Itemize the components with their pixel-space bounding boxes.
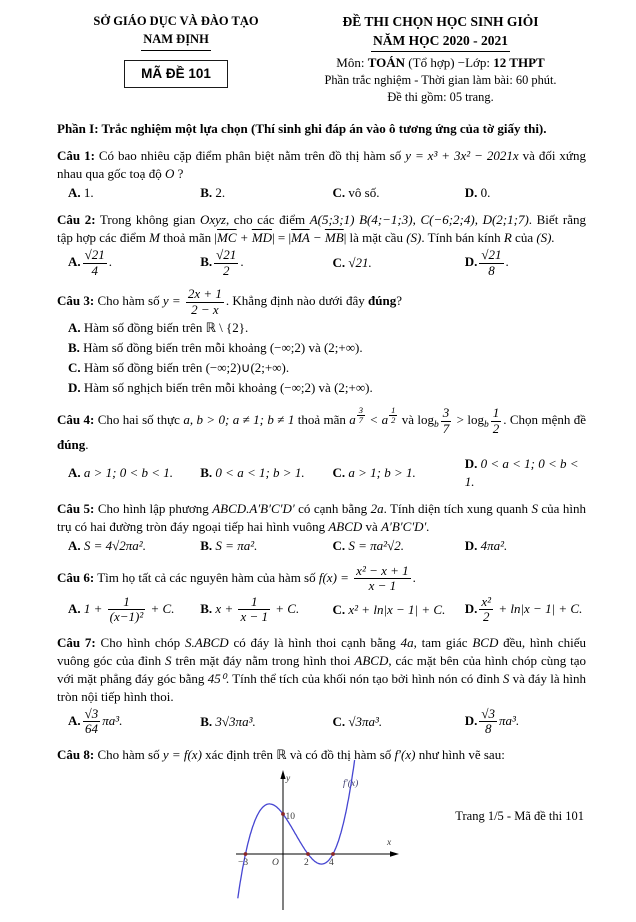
math-fragment: y = x³ + 3x² − 2021x <box>405 148 519 164</box>
text-fragment: của <box>511 230 537 246</box>
option-B <box>189 595 321 625</box>
text-fragment: . Chọn mệnh đề <box>503 412 586 427</box>
fraction <box>83 248 107 278</box>
denominator: 7 <box>442 420 450 436</box>
text-fragment: xác định trên ℝ và có đồ thị hàm số <box>201 746 395 762</box>
math-fragment: 3√3πa³. <box>212 713 256 729</box>
math-fragment: 0 < a < 1; b > 1. <box>212 464 305 480</box>
text-fragment: đều, hình chiếu vuông góc của đỉnh <box>57 634 586 668</box>
math-fragment: + C. <box>147 600 175 616</box>
option-D <box>454 248 586 278</box>
option-A <box>57 248 189 278</box>
questions <box>57 147 586 763</box>
text-fragment: ? <box>174 166 184 182</box>
text-fragment: | = | <box>272 230 292 246</box>
math-fragment: a > 1; 0 < b < 1. <box>80 464 174 480</box>
option-letter: C. <box>332 713 346 729</box>
y-axis-label: y <box>285 773 290 784</box>
text-fragment: . Biết rằng tập hợp các điểm <box>57 212 587 246</box>
vector-overline: $\overline{MC}$ <box>217 230 237 246</box>
option-C <box>322 254 454 272</box>
math-fragment: 45⁰ <box>207 670 226 686</box>
fraction <box>479 595 493 625</box>
numerator: √3 <box>84 705 99 721</box>
question-stem <box>57 211 586 247</box>
denominator: x − 1 <box>354 578 410 594</box>
question-label: Câu 2: <box>57 212 96 228</box>
denominator: 2 <box>214 263 238 279</box>
option-C <box>322 537 454 555</box>
math-fragment: + <box>236 230 252 246</box>
question-stem <box>57 500 586 536</box>
vector-overline: $\overline{MD}$ <box>251 230 273 246</box>
numerator: √3 <box>481 705 496 721</box>
option-D <box>57 379 586 397</box>
option-A <box>57 595 189 625</box>
math-fragment: a, b > 0; a ≠ 1; b ≠ 1 <box>183 412 295 427</box>
text-fragment: có cạnh bằng <box>294 500 371 516</box>
fraction <box>354 564 410 594</box>
option-letter: A. <box>68 185 81 201</box>
math-fragment: y = <box>162 293 184 309</box>
marked-point <box>331 852 335 856</box>
tick-2: 2 <box>303 857 309 868</box>
numerator: x² − x + 1 <box>356 562 409 578</box>
text-fragment: . <box>412 569 416 585</box>
math-fragment: BCD <box>472 634 499 650</box>
option-A <box>57 184 189 202</box>
math-fragment: πa³. <box>102 712 123 728</box>
fraction <box>441 406 452 436</box>
text-fragment: . Tính bán kính <box>421 230 504 246</box>
text-fragment: Hàm số đồng biến trên mỗi khoảng (−∞;2) và (2;+∞). <box>79 340 363 356</box>
header <box>57 13 586 106</box>
derivative-graph <box>233 767 411 917</box>
option-letter: D. <box>464 456 478 471</box>
bold-text: đúng <box>57 437 86 453</box>
option-D <box>454 537 586 555</box>
math-fragment: f′(x) <box>394 746 416 762</box>
option-letter: A. <box>68 712 81 728</box>
option-letter: B. <box>200 254 213 270</box>
option-letter: D. <box>68 380 81 396</box>
denominator: 7 <box>358 414 364 425</box>
math-fragment: M <box>149 230 160 246</box>
options <box>57 184 586 202</box>
fraction <box>479 707 497 737</box>
text-fragment: . <box>108 254 113 270</box>
option-B <box>189 184 321 202</box>
numerator: 3 <box>358 404 364 415</box>
option-B <box>57 339 586 357</box>
subject-prefix: Môn: <box>336 55 368 71</box>
tick-4: 4 <box>328 857 334 868</box>
option-A <box>57 707 189 737</box>
option-letter: B. <box>200 185 213 201</box>
denominator: 64 <box>83 721 101 737</box>
denominator: 2 <box>492 420 500 436</box>
denominator: 8 <box>479 721 497 737</box>
option-letter: A. <box>68 320 81 336</box>
text-fragment: Hàm số đồng biến trên (−∞;2)∪(2;+∞). <box>80 360 290 376</box>
question-1 <box>57 147 586 202</box>
math-fragment: (S) <box>406 230 422 246</box>
math-fragment: Oxyz <box>199 212 226 228</box>
math-fragment: (S). <box>536 230 555 246</box>
option-letter: A. <box>68 464 81 480</box>
question-stem <box>57 634 586 706</box>
math-fragment: f(x) = <box>318 569 353 585</box>
numerator: 1 <box>250 593 258 609</box>
fraction <box>108 595 146 625</box>
option-C <box>322 464 454 482</box>
subject-mid: (Tổ hợp) −Lớp: <box>405 55 494 71</box>
question-label: Câu 8: <box>57 746 95 762</box>
option-C <box>322 713 454 731</box>
option-A <box>57 464 189 482</box>
subscript: b <box>434 420 439 430</box>
text-fragment: và <box>398 412 418 427</box>
text-fragment: 2. <box>212 185 226 201</box>
text-fragment: . <box>240 254 244 270</box>
options <box>57 248 586 278</box>
math-fragment: x² + ln|x − 1| + C. <box>345 601 446 617</box>
option-letter: C. <box>332 464 346 480</box>
question-stem <box>57 287 586 317</box>
fraction <box>214 248 238 278</box>
math-fragment: ABCD <box>354 652 389 668</box>
math-fragment: √21. <box>345 255 372 271</box>
marked-point <box>281 812 285 816</box>
options <box>57 537 586 555</box>
math-fragment: O <box>164 166 175 182</box>
fraction <box>491 406 502 436</box>
question-stem <box>57 406 586 454</box>
math-fragment: ABCD <box>328 518 363 534</box>
option-D <box>454 184 586 202</box>
option-letter: C. <box>332 255 346 271</box>
fraction <box>83 707 101 737</box>
option-letter: B. <box>200 464 213 480</box>
math-fragment: + ln|x − 1| + C. <box>495 600 583 616</box>
denominator: 2 <box>479 609 493 625</box>
option-letter: D. <box>464 537 478 553</box>
question-stem <box>57 147 586 183</box>
math-fragment: + C. <box>272 600 300 616</box>
question-label: Câu 3: <box>57 293 95 309</box>
math-fragment: S <box>502 670 510 686</box>
question-2 <box>57 211 586 278</box>
y-axis-arrow-icon <box>280 770 285 779</box>
math-fragment: A(5;3;1) B(4;−1;3), C(−6;2;4), D(2;1;7) <box>309 212 529 228</box>
option-D <box>454 707 586 737</box>
fraction <box>389 406 397 425</box>
option-letter: A. <box>68 254 81 270</box>
text-fragment: , cho các điểm <box>225 212 310 228</box>
part1-heading: Phần I: Trắc nghiệm một lựa chọn (Thí sinh ghi đáp án vào ô tương ứng của tờ giấy thi). <box>57 121 547 137</box>
question-label: Câu 1: <box>57 148 95 164</box>
header-left <box>57 13 295 106</box>
option-B <box>189 713 321 731</box>
options <box>57 707 586 737</box>
math-fragment: x + <box>212 600 237 616</box>
text-fragment: Trong không gian <box>95 212 200 228</box>
question-7 <box>57 634 586 737</box>
text-fragment: | <box>214 230 218 246</box>
numerator: 1 <box>391 404 396 415</box>
denominator: (x−1)² <box>109 609 144 625</box>
x-axis-label: x <box>386 837 391 848</box>
text-fragment: Cho hàm số <box>94 293 163 309</box>
vector-overline: $\overline{MB}$ <box>324 230 344 246</box>
option-letter: C. <box>68 360 81 376</box>
question-stem <box>57 564 586 594</box>
marked-point <box>243 852 247 856</box>
question-6 <box>57 564 586 625</box>
text-fragment: . Tính diện tích xung quanh <box>383 500 532 516</box>
math-fragment: S = πa². <box>212 537 258 553</box>
option-C <box>322 601 454 619</box>
math-fragment: R <box>503 230 512 246</box>
question-stem <box>57 746 586 764</box>
option-letter: A. <box>68 537 81 553</box>
subject-line <box>295 54 586 72</box>
text-fragment: Hàm số đồng biến trên ℝ \ {2}. <box>80 320 249 336</box>
denominator: 2 − x <box>186 302 224 318</box>
math-fragment: S <box>531 500 538 516</box>
option-B <box>189 464 321 482</box>
school-year: NĂM HỌC 2020 - 2021 <box>371 32 510 53</box>
math-fragment: S = 4√2πa². <box>80 537 146 553</box>
grade-label: 12 THPT <box>493 55 545 71</box>
fraction <box>357 406 365 425</box>
math-fragment: 2a <box>370 500 384 516</box>
math-fragment: S.ABCD <box>184 634 229 650</box>
option-letter: D. <box>464 185 478 201</box>
text-fragment: trên mặt đáy nằm trong hình thoi <box>171 652 355 668</box>
bold-text: đúng <box>368 293 397 309</box>
text-fragment: log <box>417 412 435 427</box>
text-fragment: . <box>85 437 89 453</box>
question-label: Câu 5: <box>57 500 95 516</box>
text-fragment: vô số. <box>345 185 380 201</box>
province-name: NAM ĐỊNH <box>141 31 211 50</box>
fraction <box>479 248 503 278</box>
math-fragment: a > 1; b > 1. <box>345 464 416 480</box>
text-fragment: có đáy là hình thoi cạnh bằng <box>228 634 401 650</box>
numerator: 1 <box>492 404 500 420</box>
question-3 <box>57 287 586 397</box>
denominator: 4 <box>83 263 107 279</box>
derivative-graph-figure <box>57 767 586 922</box>
curve-label: f′(x) <box>342 778 358 789</box>
math-fragment: S <box>165 652 172 668</box>
f-prime-curve <box>237 760 354 898</box>
option-D <box>454 455 586 491</box>
text-fragment: thoả mãn <box>294 412 350 427</box>
question-5 <box>57 500 586 555</box>
math-fragment: 1 + <box>80 600 106 616</box>
option-letter: A. <box>68 600 81 616</box>
math-fragment: √3πa³. <box>345 713 383 729</box>
marked-point <box>306 852 310 856</box>
text-fragment: và đáy là hình tròn nội tiếp hình thoi. <box>57 670 586 704</box>
options <box>57 455 586 491</box>
question-label: Câu 6: <box>57 569 95 585</box>
text-fragment: và <box>362 518 382 534</box>
option-A <box>57 537 189 555</box>
fraction <box>238 595 270 625</box>
text-fragment: Có bao nhiêu cặp điểm phân biệt nằm trên đồ thị hàm số <box>94 148 406 164</box>
math-fragment: 4a <box>400 634 414 650</box>
text-fragment: Cho hình lập phương <box>94 500 213 516</box>
option-letter: B. <box>200 713 213 729</box>
math-fragment: 0 < a < 1; 0 < b < 1. <box>464 456 579 489</box>
vector-overline: $\overline{MA}$ <box>291 230 310 246</box>
option-letter: D. <box>464 254 478 270</box>
option-B <box>189 248 321 278</box>
text-fragment: , tam giác <box>413 634 473 650</box>
option-letter: D. <box>464 712 478 728</box>
origin-label: O <box>271 857 279 868</box>
math-fragment: πa³. <box>499 712 520 728</box>
option-D <box>454 595 586 625</box>
option-C <box>57 359 586 377</box>
text-fragment: và đối xứng nhau qua gốc toạ độ <box>57 148 586 182</box>
numerator: 2x + 1 <box>187 286 222 302</box>
options <box>57 595 586 625</box>
text-fragment: ? <box>396 293 402 309</box>
text-fragment: . Khẳng định nào dưới đây <box>225 293 369 309</box>
option-A <box>57 319 586 337</box>
math-fragment: A′B′C′D′. <box>381 518 430 534</box>
math-fragment: a <box>349 412 356 427</box>
denominator: 8 <box>479 263 503 279</box>
math-fragment: S = πa²√2. <box>345 537 404 553</box>
subscript: b <box>484 420 489 430</box>
tick-10: 10 <box>285 811 295 822</box>
numerator: 3 <box>442 404 450 420</box>
option-B <box>189 537 321 555</box>
text-fragment: > log <box>453 412 484 427</box>
option-letter: C. <box>332 185 346 201</box>
text-fragment: 0. <box>477 185 491 201</box>
numerator: √21 <box>481 247 502 263</box>
denominator: 2 <box>391 414 396 425</box>
denominator: x − 1 <box>240 609 269 625</box>
numerator: x² <box>481 593 492 609</box>
math-fragment: 4πa². <box>477 537 508 553</box>
text-fragment: như hình vẽ sau: <box>415 746 505 762</box>
option-letter: C. <box>332 537 346 553</box>
tick-neg3: −3 <box>237 857 248 868</box>
question-8 <box>57 746 586 764</box>
math-fragment: y = f(x) <box>162 746 202 762</box>
option-letter: B. <box>68 340 80 356</box>
header-right <box>295 13 586 106</box>
question-label: Câu 7: <box>57 634 96 650</box>
exam-title: ĐỀ THI CHỌN HỌC SINH GIỎI <box>342 14 539 29</box>
text-fragment: . Tính thể tích của khối nón tạo bởi hình nón có đỉnh <box>225 670 503 686</box>
department-name: SỞ GIÁO DỤC VÀ ĐÀO TẠO <box>93 14 259 28</box>
numerator: √21 <box>216 247 237 263</box>
option-letter: C. <box>332 601 346 617</box>
text-fragment: Cho hình chóp <box>95 634 185 650</box>
option-letter: B. <box>200 537 213 553</box>
option-C <box>322 184 454 202</box>
text-fragment: | là mặt cầu <box>343 230 407 246</box>
question-label: Câu 4: <box>57 412 95 427</box>
numerator: √21 <box>84 247 105 263</box>
x-axis-arrow-icon <box>390 851 399 857</box>
duration-line: Phần trắc nghiệm - Thời gian làm bài: 60 phút. <box>324 73 557 88</box>
exam-code-box: MÃ ĐỀ 101 <box>124 60 228 89</box>
option-letter: D. <box>464 600 478 616</box>
numerator: 1 <box>123 593 130 609</box>
option-letter: B. <box>200 600 213 616</box>
fraction <box>186 287 224 317</box>
text-fragment: Cho hàm số <box>94 746 163 762</box>
text-fragment: 1. <box>80 185 94 201</box>
math-fragment: < a <box>366 412 389 427</box>
math-fragment: ABCD.A′B′C′D′ <box>212 500 295 516</box>
question-4 <box>57 406 586 491</box>
text-fragment: thoả mãn <box>159 230 215 246</box>
options <box>57 319 586 397</box>
text-fragment: của hình trụ có hai đường tròn đáy ngoại tiếp hai hình vuông <box>57 500 586 534</box>
page-footer: Trang 1/5 - Mã đề thi 101 <box>455 808 584 823</box>
subject-name: TOÁN <box>367 55 406 71</box>
pages-line: Đề thi gồm: 05 trang. <box>387 90 494 105</box>
text-fragment: , các mặt bên của hình chóp cùng tạo với mặt phẳng đáy góc bằng <box>57 652 587 686</box>
text-fragment: Tìm họ tất cả các nguyên hàm của hàm số <box>94 569 319 585</box>
text-fragment: . <box>505 254 509 270</box>
text-fragment: Cho hai số thực <box>94 412 184 427</box>
math-fragment: − <box>309 230 325 246</box>
text-fragment: Hàm số nghịch biến trên mỗi khoảng (−∞;2) và (2;+∞). <box>80 380 373 396</box>
